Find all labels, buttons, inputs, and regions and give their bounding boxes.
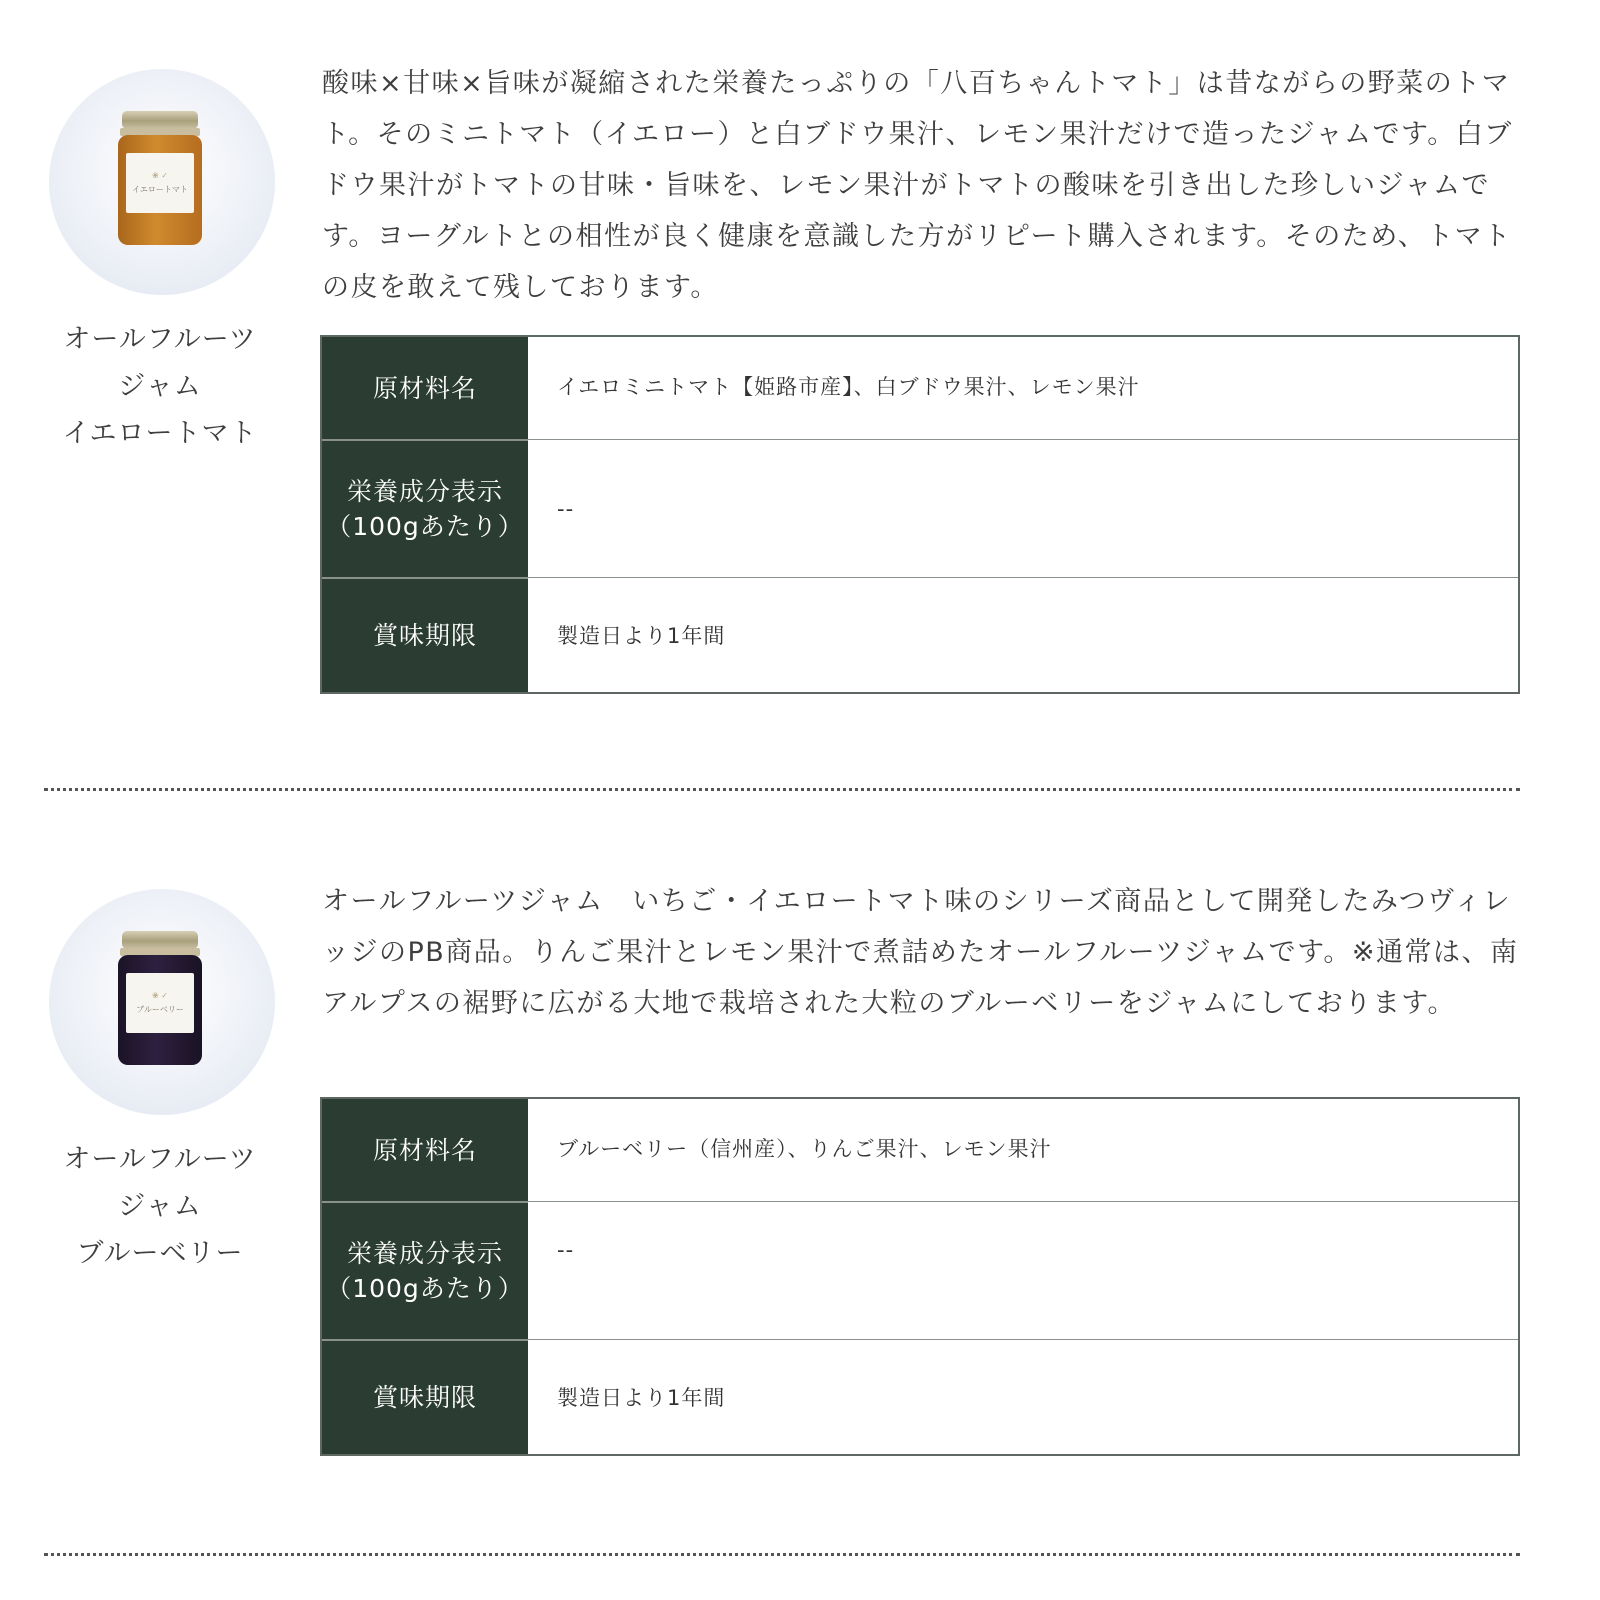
spec-header: 原材料名 xyxy=(322,337,528,439)
spec-row-nutrition xyxy=(322,439,1518,577)
spec-row-expiry xyxy=(322,1339,1518,1454)
spec-row-ingredients xyxy=(322,337,1518,439)
spec-table xyxy=(320,335,1520,694)
spec-value: 製造日より1年間 xyxy=(557,1386,726,1410)
spec-row-ingredients xyxy=(322,1099,1518,1201)
section-divider xyxy=(44,1553,1520,1556)
spec-header: 原材料名 xyxy=(322,1099,528,1201)
spec-value: ブルーベリー（信州産）、りんご果汁、レモン果汁 xyxy=(557,1137,1052,1161)
jam-jar-image: ❀ ✓ イエロートマト xyxy=(118,111,202,251)
spec-row-expiry xyxy=(322,577,1518,692)
spec-header: 賞味期限 xyxy=(322,578,528,692)
product-description: オールフルーツジャム いちご・イエロートマト味のシリーズ商品として開発したみつヴィレッジのPB商品。りんご果汁とレモン果汁で煮詰めたオールフルーツジャムです。※通常は、南アルプスの裾野に広がる大地で栽培された大粒のブルーベリーをジャムにしております。 xyxy=(322,886,1519,1019)
spec-value: イエロミニトマト【姫路市産】、白ブドウ果汁、レモン果汁 xyxy=(557,375,1140,399)
spec-header: 賞味期限 xyxy=(322,1340,528,1454)
product-name: オールフルーツ ジャム ブルーベリー xyxy=(63,1144,257,1269)
spec-value: -- xyxy=(557,1238,575,1262)
spec-header: 栄養成分表示 （100gあたり） xyxy=(322,440,528,577)
spec-table xyxy=(320,1097,1520,1456)
product-image xyxy=(49,69,275,295)
spec-value: -- xyxy=(557,496,575,521)
product-description: 酸味×甘味×旨味が凝縮された栄養たっぷりの「八百ちゃんトマト」は昔ながらの野菜のトマト。そのミニトマト（イエロー）と白ブドウ果汁、レモン果汁だけで造ったジャムです。白ブドウ果汁がトマトの甘味・旨味を、レモン果汁がトマトの酸味を引き出した珍しいジャムです。ヨーグルトとの相性が良く健康を意識した方がリピート購入されます。そのため、トマトの皮を敢えて残しております。 xyxy=(322,68,1513,303)
spec-value: 製造日より1年間 xyxy=(557,624,726,648)
product-image xyxy=(49,889,275,1115)
spec-row-nutrition xyxy=(322,1201,1518,1339)
spec-header: 栄養成分表示 （100gあたり） xyxy=(322,1202,528,1339)
section-divider xyxy=(44,788,1520,791)
product-name: オールフルーツ ジャム イエロートマト xyxy=(62,324,258,449)
jam-jar-image: ❀ ✓ ブルーベリー xyxy=(118,931,202,1071)
